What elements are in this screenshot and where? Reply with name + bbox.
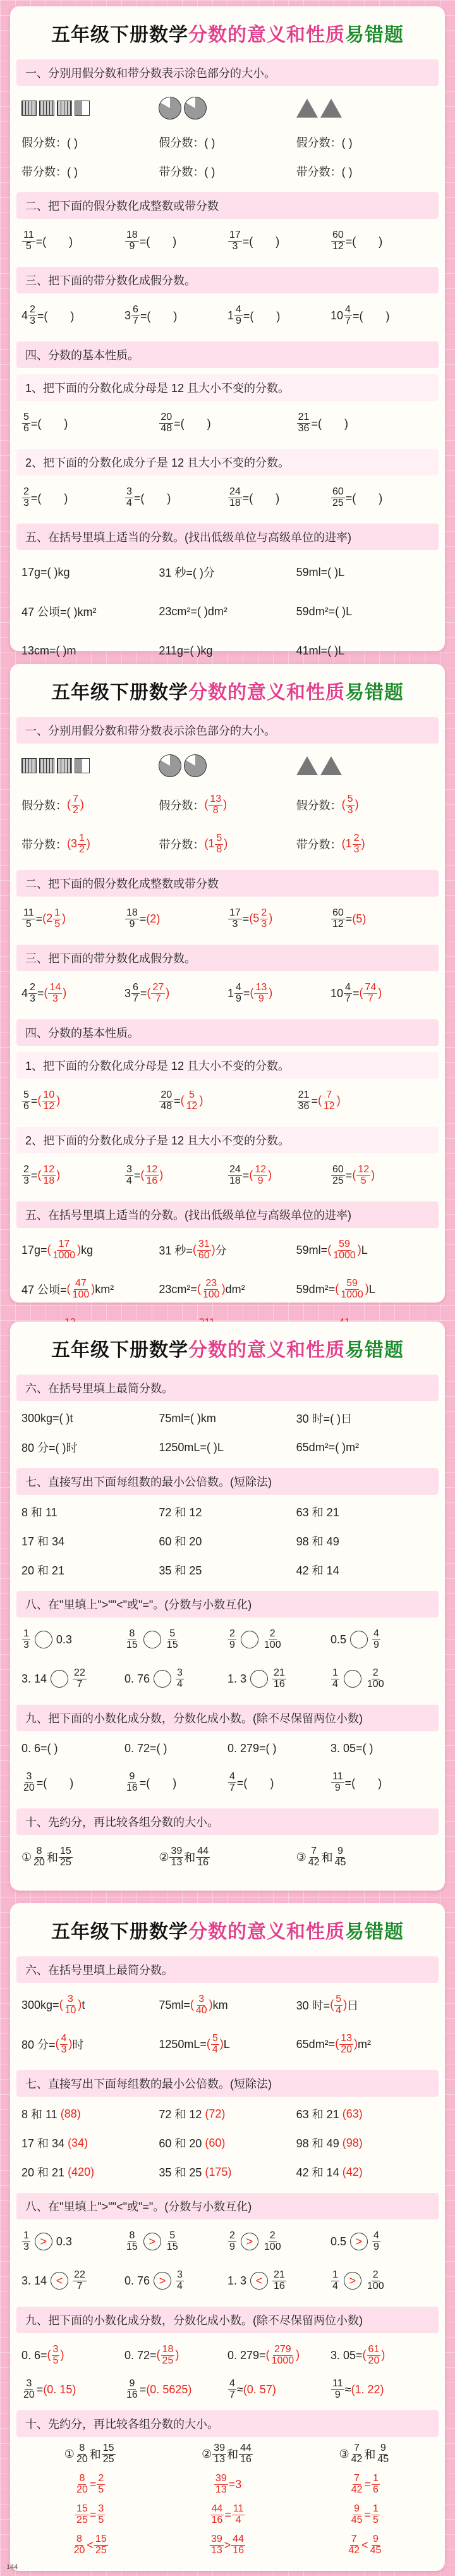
triangle-shaded-icon xyxy=(320,756,342,775)
circle-shaded-icon xyxy=(159,97,181,120)
card-title: 五年级下册数学分数的意义和性质易错题 xyxy=(51,1921,404,1943)
triangle-shaded-icon xyxy=(296,756,318,775)
square-shaded-icon xyxy=(21,758,37,773)
section-3: 三、把下面的带分数化成假分数。 xyxy=(16,267,439,293)
page-number: 144 xyxy=(6,2563,18,2571)
section-5: 五、在括号里填上适当的分数。(找出低级单位与高级单位的进率) xyxy=(16,524,439,550)
section-4: 四、分数的基本性质。 xyxy=(16,341,439,368)
card-title: 五年级下册数学分数的意义和性质易错题 xyxy=(51,24,404,46)
triangle-shaded-icon xyxy=(296,99,318,118)
card-answers-2: 五年级下册数学分数的意义和性质易错题 六、在括号里填上最简分数。 300kg= ( $\frac{3}{10}$ ) t 75ml= ( $\frac{3}{40}$ ) km 30 时= ( $\frac{5}{4}$ ) 日 80 分= ( $\frac{4}{3}$ ) 时 1250mL= ( $\frac{5}{4}$ ) L 65dm²= ( $\frac{13}{20}$ ) m² 七、直接写出下面每组数的最小公倍数。(短除法) 8 和 11 (88) 72 和 12 (72) 63 和 21 (63) 17 和 34 (34) 60 和 20 (60) 98 和 49 (98) 20 和 21 (420) 35 和 25 (175) 42 和 14 (42) 八、在"里填上">""<"或"="。(分数与小数互化) $\frac{1}{3}$ > 0.3 $\frac{8}{15}$ > $\frac{5}{15}$ $\frac{2}{9}$ > $\frac{2}{100}$ 0.5 > $\frac{4}{9}$ 3. 14 < $\frac{22}{7}$ 0. 76 > $\frac{3}{4}$ 1. 3 < $\frac{21}{16}$ $\frac{1}{4}$ > $\frac{2}{100}$ 九、把下面的小数化成分数，分数化成小数。(除不尽保留两位小数) 0. 6= ( $\frac{3}{5}$ ) 0. 72= ( $\frac{18}{25}$ ) 0. 279= ( $\frac{279}{1000}$ ) 3. 05= ( $\frac{61}{20}$ ) $\frac{3}{20}$ = (0. 15) $\frac{9}{16}$ = (0. 5625) $\frac{4}{7}$ ≈ (0. 57) $\frac{11}{9}$ ≈ (1. 22) 十、先约分，再比较各组分数的大小。 ① $\frac{8}{20}$ 和 $\frac{15}{25}$ $\frac{8}{20}$ = $\frac{2}{5}$ $\frac{15}{25}$ = $\frac{3}{5}$ $\frac{8}{20}$ < $\frac{15}{25}$ ② $\frac{39}{13}$ 和 $\frac{44}{16}$ $\frac{39}{13}$ =3 $\frac{44}{16}$ = $\frac{11}{4}$ $\frac{39}{13}$ > $\frac{44}{16}$ ③ $\frac{7}{42}$ 和 $\frac{9}{45}$ $\frac{7}{42}$ = $\frac{1}{6}$ $\frac{9}{45}$ = $\frac{1}{5}$ $\frac{7}{42}$ < $\frac{9}{45}$ xyxy=(10,1903,445,2571)
square-shaded-icon xyxy=(39,758,54,773)
section-2: 二、把下面的假分数化成整数或带分数 xyxy=(16,192,439,219)
circle-shaded-icon xyxy=(159,754,181,777)
triangle-shaded-icon xyxy=(320,99,342,118)
card-questions-2: 五年级下册数学分数的意义和性质易错题 六、在括号里填上最简分数。 300kg=( )t 75ml=( )km 30 时=( )日 80 分=( )时 1250mL=( )L 65dm²=( )m² 七、直接写出下面每组数的最小公倍数。(短除法) 8 和 11 72 和 12 63 和 21 17 和 34 60 和 20 98 和 49 20 和 21 35 和 25 42 和 14 八、在"里填上">""<"或"="。(分数与小数互化) $\frac{1}{3}$ 0.3 $\frac{8}{15}$ $\frac{5}{15}$ $\frac{2}{9}$ $\frac{2}{100}$ 0.5 $\frac{4}{9}$ 3. 14 $\frac{22}{7}$ 0. 76 $\frac{3}{4}$ 1. 3 $\frac{21}{16}$ $\frac{1}{4}$ $\frac{2}{100}$ 九、把下面的小数化成分数，分数化成小数。(除不尽保留两位小数) 0. 6=( ) 0. 72=( ) 0. 279=( ) 3. 05=( ) $\frac{3}{20}$ =( ) $\frac{9}{16}$ =( ) $\frac{4}{7}$ =( ) $\frac{11}{9}$ =( ) 十、先约分，再比较各组分数的大小。 ① $\frac{8}{20}$ 和 $\frac{15}{25}$ ② $\frac{39}{13}$ 和 $\frac{44}{16}$ ③ $\frac{7}{42}$ 和 $\frac{9}{45}$ xyxy=(10,1322,445,1891)
square-half-icon xyxy=(75,101,90,116)
square-shaded-icon xyxy=(21,101,37,116)
section-1: 一、分别用假分数和带分数表示涂色部分的大小。 xyxy=(16,59,439,86)
square-shaded-icon xyxy=(57,758,72,773)
circle-shaded-icon xyxy=(184,754,207,777)
circle-shaded-icon xyxy=(184,97,207,120)
card-title: 五年级下册数学分数的意义和性质易错题 xyxy=(51,1339,404,1361)
card-questions-1: 五年级下册数学分数的意义和性质易错题 一、分别用假分数和带分数表示涂色部分的大小。 假分数：( ) 假分数：( ) 假分数：( ) 带分数：( ) 带分数：( ) 带分数：( ) 二、把下面的假分数化成整数或带分数 $\frac{11}{5}$ =( ) $\frac{18}{9}$ =( ) $\frac{17}{3}$ =( ) $\frac{60}{12}$ =( ) 三、把下面的带分数化成假分数。 4 $\frac{2}{3}$ =( ) 3 $\frac{6}{7}$ =( ) 1 $\frac{4}{9}$ =( ) 10 $\frac{4}{7}$ =( ) 四、分数的基本性质。 1、把下面的分数化成分母是 12 且大小不变的分数。 $\frac{5}{6}$ =( ) $\frac{20}{48}$ =( ) $\frac{21}{36}$ =( ) 2、把下面的分数化成分子是 12 且大小不变的分数。 $\frac{2}{3}$ =( ) $\frac{3}{4}$ =( ) $\frac{24}{18}$ =( ) $\frac{60}{25}$ =( ) 五、在括号里填上适当的分数。(找出低级单位与高级单位的进率) 17g=( )kg 31 秒=( )分 59ml=( )L 47 公顷=( )km² 23cm²=( )dm² 59dm²=( )L 13cm=( )m 211g=( )kg 41ml=( )L xyxy=(10,6,445,651)
square-shaded-icon xyxy=(57,101,72,116)
card-answers-1: 五年级下册数学分数的意义和性质易错题 一、分别用假分数和带分数表示涂色部分的大小。 假分数： ( $\frac{7}{2}$ ) 假分数： ( $\frac{13}{8}$ ) 假分数： ( $\frac{5}{3}$ ) 带分数： (3 $\frac{1}{2}$ ) 带分数： (1 $\frac{5}{8}$ ) 带分数： (1 $\frac{2}{3}$ ) 二、把下面的假分数化成整数或带分数 $\frac{11}{5}$ = (2 $\frac{1}{5}$ ) $\frac{18}{9}$ = (2) $\frac{17}{3}$ = (5 $\frac{2}{3}$ ) $\frac{60}{12}$ = (5) 三、把下面的带分数化成假分数。 4 $\frac{2}{3}$ = ( $\frac{14}{3}$ ) 3 $\frac{6}{7}$ = ( $\frac{27}{7}$ ) 1 $\frac{4}{9}$ = ( $\frac{13}{9}$ ) 10 $\frac{4}{7}$ = ( $\frac{74}{7}$ ) 四、分数的基本性质。 1、把下面的分数化成分母是 12 且大小不变的分数。 $\frac{5}{6}$ = ( $\frac{10}{12}$ ) $\frac{20}{48}$ = ( $\frac{5}{12}$ ) $\frac{21}{36}$ = ( $\frac{7}{12}$ ) 2、把下面的分数化成分子是 12 且大小不变的分数。 $\frac{2}{3}$ = ( $\frac{12}{18}$ ) $\frac{3}{4}$ = ( $\frac{12}{16}$ ) $\frac{24}{18}$ = ( $\frac{12}{9}$ ) $\frac{60}{25}$ = ( $\frac{12}{5}$ ) 五、在括号里填上适当的分数。(找出低级单位与高级单位的进率) 17g= ( $\frac{17}{1000}$ ) kg 31 秒= ( $\frac{31}{60}$ ) 分 59ml= ( $\frac{59}{1000}$ ) L 47 公顷= ( $\frac{47}{100}$ ) km² 23cm²= ( $\frac{23}{100}$ ) dm² 59dm²= ( $\frac{59}{1000}$ ) L xyxy=(10,664,445,1303)
square-shaded-icon xyxy=(39,101,54,116)
card-title: 五年级下册数学分数的意义和性质易错题 xyxy=(51,682,404,704)
shape-row xyxy=(10,89,445,128)
square-half-icon xyxy=(75,758,90,773)
